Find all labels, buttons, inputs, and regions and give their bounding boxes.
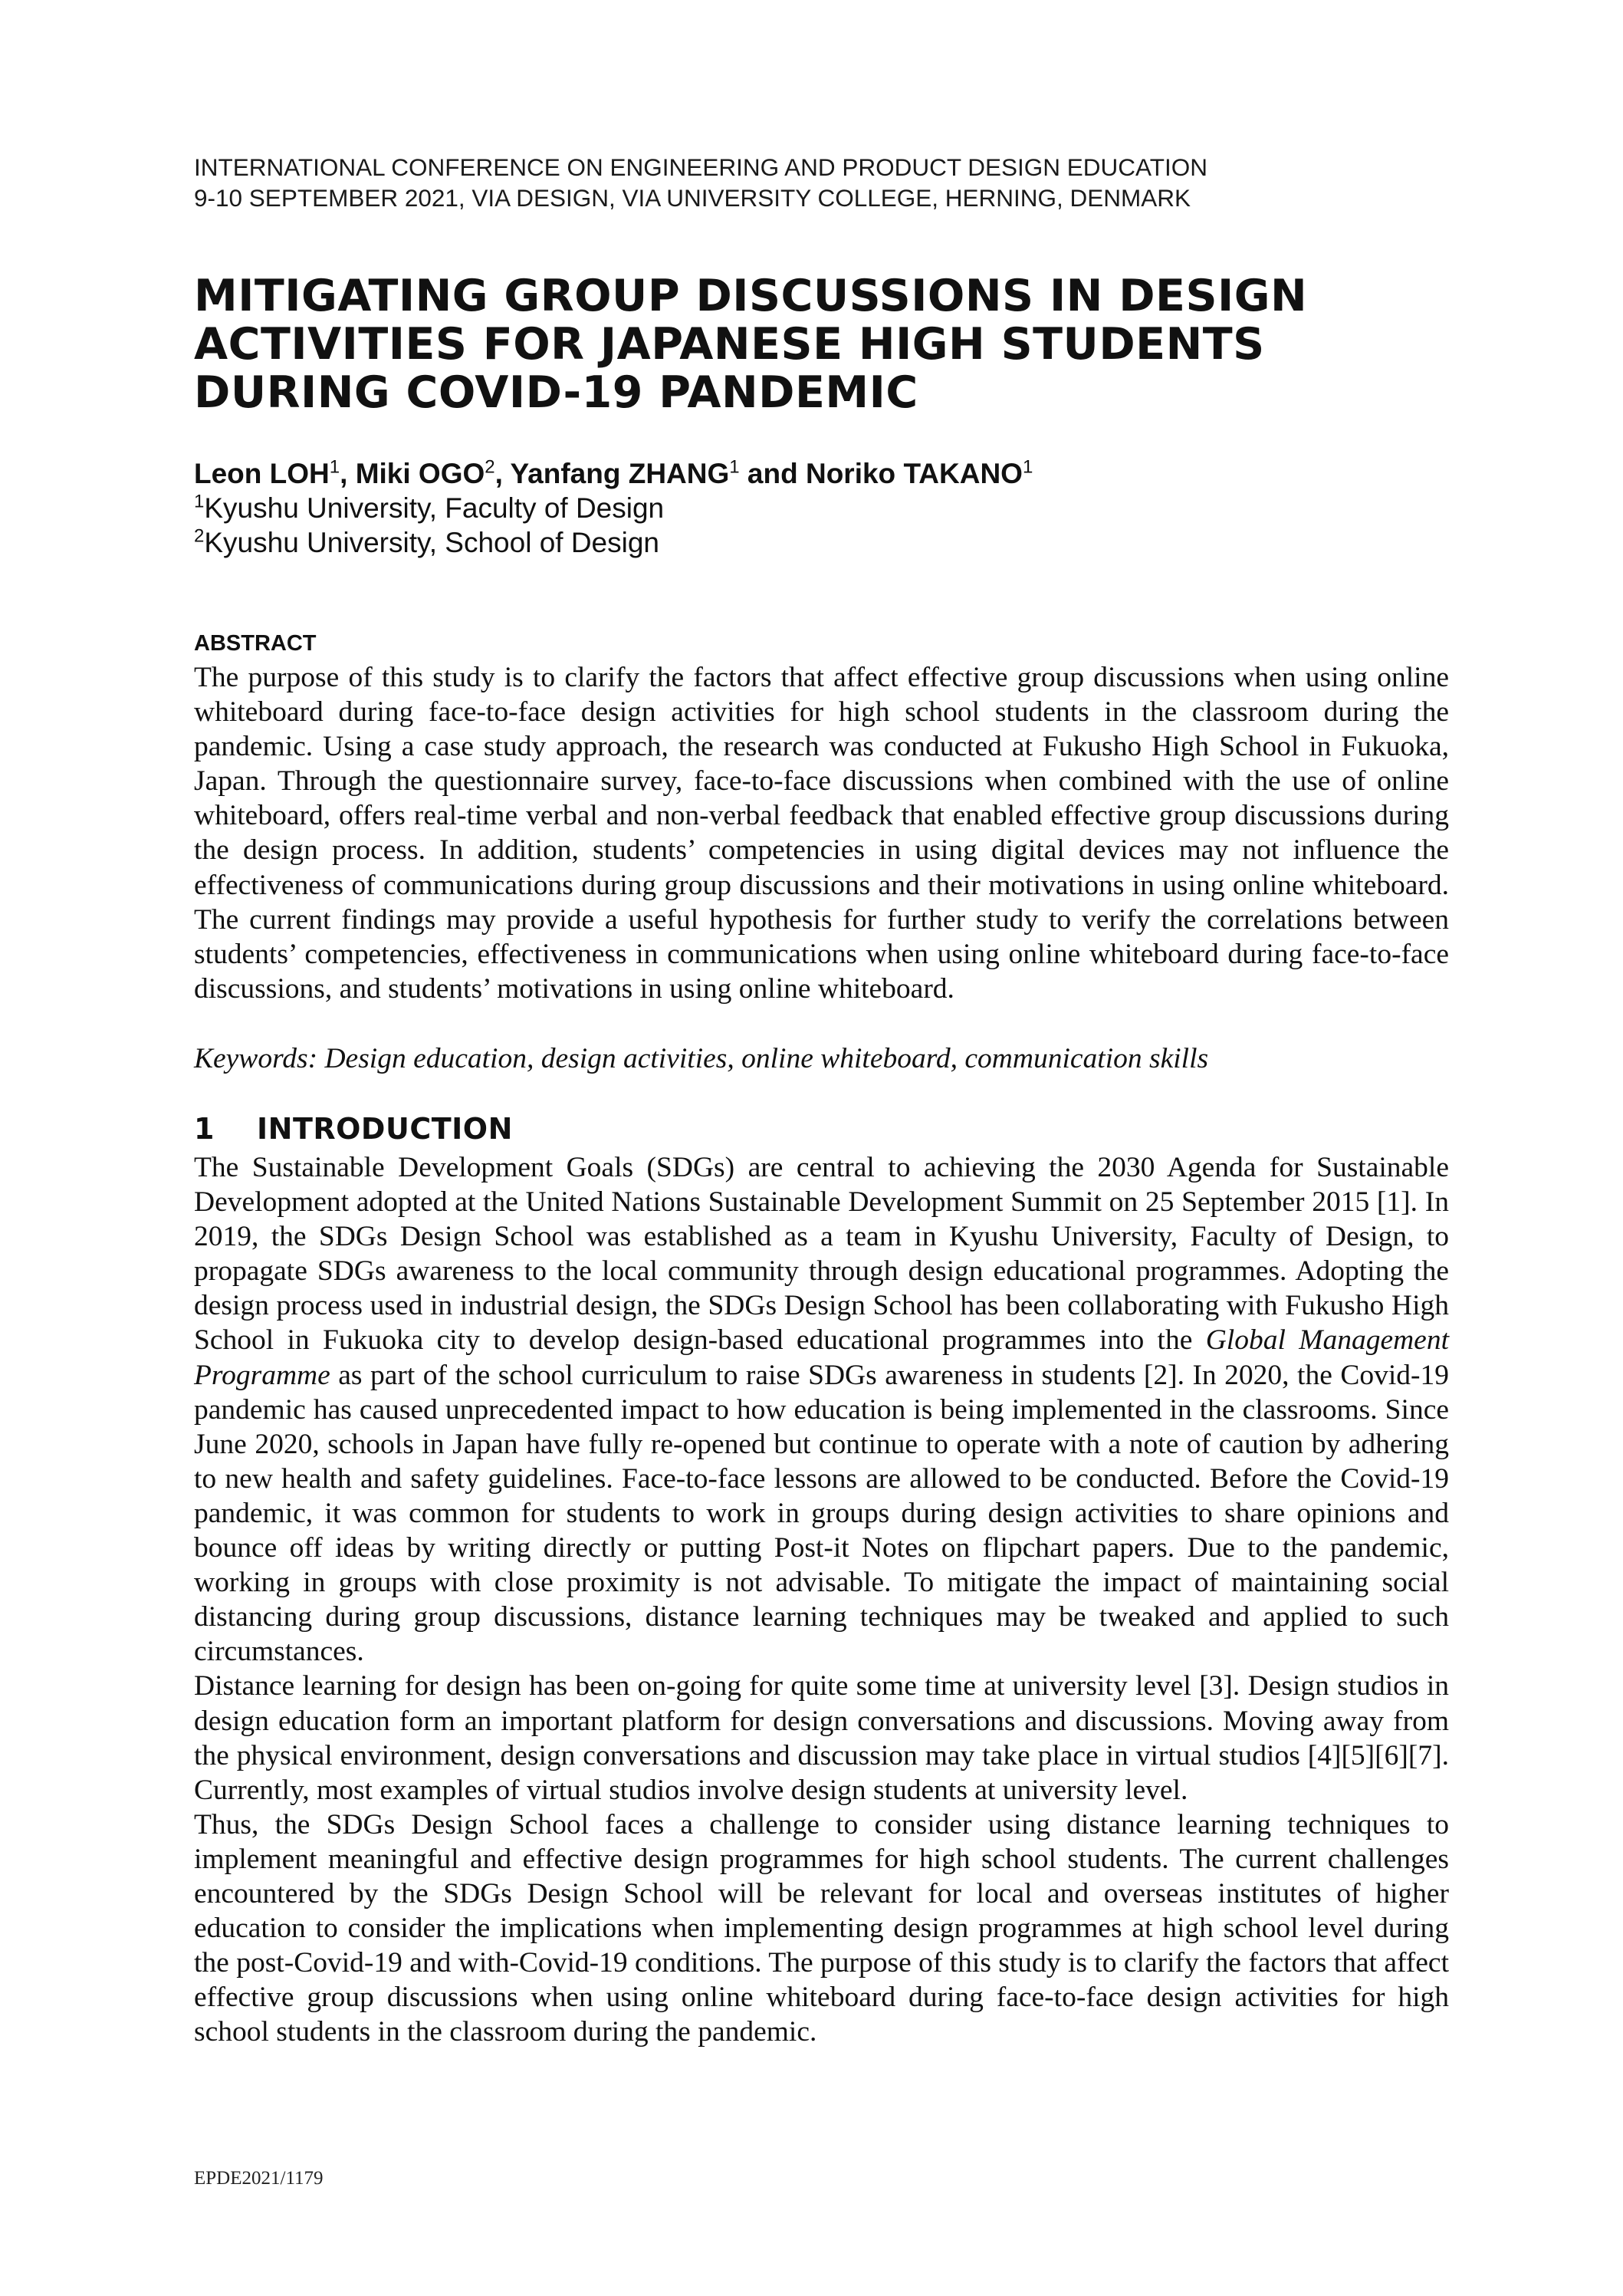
affiliation-marker: 1 [329, 456, 340, 478]
title-line-2: ACTIVITIES FOR JAPANESE HIGH STUDENTS [194, 319, 1265, 370]
affiliation-marker: 2 [194, 525, 205, 547]
conference-name: INTERNATIONAL CONFERENCE ON ENGINEERING AND PRODUCT DESIGN EDUCATION [194, 153, 1207, 181]
paragraph-text: The Sustainable Development Goals (SDGs) are central to achieving the 2030 Agenda for Sustainable Development adopted at the United Nations Sustainable Development Summit on 25 September 2015 [1]. In 2019, the SDGs Design School was established as a team in Kyushu University, Faculty of Design, to propagate SDGs awareness to the local community through design educational programmes. Adopting the design process used in industrial design, the SDGs Design School has been collaborating with Fukusho High School in Fukuoka city to develop design-based educational programmes into the [194, 1152, 1449, 1357]
author-separator: , [340, 458, 356, 489]
affiliation-2 [194, 525, 1451, 560]
title-line-1: MITIGATING GROUP DISCUSSIONS IN DESIGN [194, 271, 1308, 321]
author-name: Miki OGO [355, 458, 485, 489]
paper-title [194, 272, 1451, 417]
section-heading [194, 1112, 513, 1146]
conference-header [194, 152, 1451, 213]
title-line-3: DURING COVID-19 PANDEMIC [194, 367, 918, 418]
author-name: Noriko TAKANO [805, 458, 1023, 489]
paragraph [194, 1150, 1449, 1669]
programme-name: Global Management Programme [194, 1324, 1449, 1391]
affiliation-text: Kyushu University, Faculty of Design [204, 492, 665, 524]
conference-date-venue: 9-10 SEPTEMBER 2021, VIA DESIGN, VIA UNIVERSITY COLLEGE, HERNING, DENMARK [194, 184, 1191, 212]
affiliation-marker: 1 [1022, 456, 1033, 478]
abstract-heading: ABSTRACT [194, 631, 317, 656]
introduction-body [194, 1150, 1449, 2049]
abstract-text: The purpose of this study is to clarify the factors that affect effective group discussions when using online whiteboard during face-to-face design activities for high school students in the classroom during the pandemic. Using a case study approach, the research was conducted at Fukusho High School in Fukuoka, Japan. Through the questionnaire survey, face-to-face discussions when combined with the use of online whiteboard, offers real-time verbal and non-verbal feedback that enabled effective group discussions during the design process. In addition, students’ competencies in using digital devices may not influence the effectiveness of communications during group discussions and their motivations in using online whiteboard. The current findings may provide a useful hypothesis for further study to verify the correlations between students’ competencies, effectiveness in communications when using online whiteboard during face-to-face discussions, and students’ motivations in using online whiteboard. [194, 662, 1449, 1005]
page-footer-id: EPDE2021/1179 [194, 2168, 324, 2189]
section-title: INTRODUCTION [257, 1112, 513, 1146]
author-separator: , [494, 458, 511, 489]
affiliation-text: Kyushu University, School of Design [204, 527, 660, 558]
author-name: Leon LOH [194, 458, 330, 489]
paragraph-text: as part of the school curriculum to raise SDGs awareness in students [2]. In 2020, the Covid-19 pandemic has caused unprecedented impact to how education is being implemented in the classrooms. Since June 2020, schools in Japan have fully re-opened but continue to operate with a note of caution by adhering to new health and safety guidelines. Face-to-face lessons are allowed to be conducted. Before the Covid-19 pandemic, it was common for students to work in groups during design activities to share opinions and bounce off ideas by writing directly or putting Post-it Notes on flipchart papers. Due to the pandemic, working in groups with close proximity is not advisable. To mitigate the impact of maintaining social distancing during group discussions, distance learning techniques may be tweaked and applied to such circumstances. [194, 1359, 1449, 1668]
author-name: Yanfang ZHANG [510, 458, 730, 489]
keywords: Keywords: Design education, design activities, online whiteboard, communication skills [194, 1043, 1209, 1074]
affiliation-marker: 1 [194, 491, 205, 512]
affiliation-marker: 2 [485, 456, 495, 478]
author-separator: and [739, 458, 806, 489]
author-list [194, 456, 1451, 491]
affiliation-1 [194, 491, 1451, 525]
section-number: 1 [194, 1112, 215, 1146]
paragraph: Thus, the SDGs Design School faces a challenge to consider using distance learning techniques to implement meaningful and effective design programmes for high school students. The current challenges encountered by the SDGs Design School will be relevant for local and overseas institutes of higher education to consider the implications when implementing design programmes at high school level during the post-Covid-19 and with-Covid-19 conditions. The purpose of this study is to clarify the factors that affect effective group discussions when using online whiteboard during face-to-face design activities for high school students in the classroom during the pandemic. [194, 1808, 1449, 2048]
paragraph: Distance learning for design has been on-going for quite some time at university level [3]. Design studios in design education form an important platform for design conversations and discussions. Moving away from the physical environment, design conversations and discussion may take place in virtual studios [4][5][6][7]. Currently, most examples of virtual studios involve design students at university level. [194, 1670, 1449, 1806]
affiliation-marker: 1 [729, 456, 740, 478]
author-block [194, 456, 1451, 560]
